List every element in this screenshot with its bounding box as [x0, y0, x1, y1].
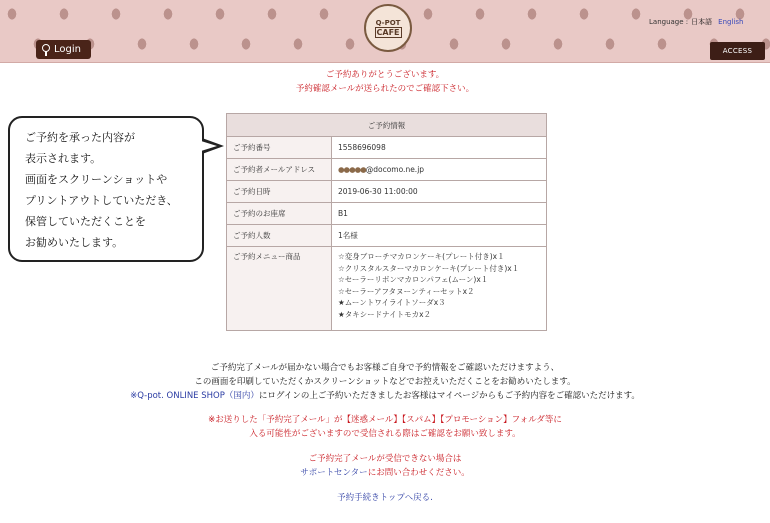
table-row — [227, 225, 547, 247]
email-label: ご予約者メールアドレス — [227, 159, 332, 181]
list-item: ★ムーントワイライトソーダx３ — [338, 298, 446, 307]
table-row — [227, 137, 547, 159]
masked-email-dots: ●●●●● — [338, 165, 366, 174]
online-shop-note-text: にログインの上ご予約いただきましたお客様はマイページからもご予約内容をご確認いただけます。 — [258, 391, 640, 401]
confirmation-mail-message: 予約確認メールが送られたのでご確認下さい。 — [295, 84, 475, 94]
reservation-table-title: ご予約情報 — [227, 114, 547, 137]
online-shop-note — [0, 389, 770, 401]
bubble-line: 保管していただくことを — [25, 215, 146, 228]
email-domain: @docomo.ne.jp — [365, 165, 425, 174]
table-row — [227, 247, 547, 331]
logo-text-bottom: CAFE — [376, 27, 400, 37]
instruction-speech-bubble — [8, 116, 204, 262]
login-label: Login — [54, 44, 81, 55]
seat-value: B1 — [332, 203, 547, 225]
back-to-top-link[interactable]: 予約手続きトップへ戻る. — [337, 493, 433, 503]
bubble-line: 画面をスクリーンショットや — [25, 173, 168, 186]
spam-warning-1: ※お送りした「予約完了メール」が【迷惑メール】【スパム】【プロモーション】フォルダ等に — [208, 415, 562, 425]
bubble-tail-inner — [201, 141, 217, 151]
reservation-number-label: ご予約番号 — [227, 137, 332, 159]
thanks-message: ご予約ありがとうございます。 — [325, 70, 445, 80]
spam-warning-2: 入る可能性がございますので受信される際はご確認をお願い致します。 — [249, 429, 521, 439]
logo-text-top: Q-POT — [375, 18, 401, 27]
login-button[interactable] — [36, 40, 91, 59]
menu-items-list — [332, 247, 547, 331]
access-button[interactable]: ACCESS — [710, 42, 765, 60]
party-size-label: ご予約人数 — [227, 225, 332, 247]
seat-label: ご予約のお座席 — [227, 203, 332, 225]
table-row — [227, 159, 547, 181]
list-item: ☆クリスタルスターマカロンケーキ(プレート付き)x１ — [338, 263, 520, 273]
list-item: ★タキシードナイトモカx２ — [338, 309, 432, 319]
support-note-text: にお問い合わせください。 — [367, 468, 470, 478]
language-option-en[interactable]: English — [718, 18, 744, 26]
header-banner — [0, 0, 770, 63]
bubble-line: 表示されます。 — [25, 152, 102, 165]
list-item: ☆セーラーアフタヌーンティーセットx２ — [338, 286, 475, 296]
language-label: Language : — [649, 18, 689, 26]
menu-items-label: ご予約メニュー商品 — [227, 247, 332, 331]
reservation-info-table — [226, 113, 547, 331]
language-option-ja[interactable]: 日本語 — [691, 18, 713, 26]
list-item: ☆変身ブローチマカロンケーキ(プレート付き)x１ — [338, 252, 505, 261]
cafe-logo[interactable] — [364, 4, 412, 52]
language-switcher — [649, 17, 743, 27]
online-shop-link[interactable]: ※Q-pot. ONLINE SHOP（国内） — [130, 391, 259, 401]
datetime-label: ご予約日時 — [227, 181, 332, 203]
support-note-2 — [0, 466, 770, 478]
key-icon — [42, 44, 50, 55]
email-value-cell — [332, 159, 547, 181]
back-to-top-row — [0, 491, 770, 503]
datetime-value: 2019-06-30 11:00:00 — [332, 181, 547, 203]
support-note-1: ご予約完了メールが受信できない場合は — [308, 454, 462, 464]
reservation-number-value: 1558696098 — [332, 137, 547, 159]
save-info-note-2: この画面を印刷していただくかスクリーンショットなどでお控えいただくことをお勧めいたします。 — [194, 377, 576, 387]
bubble-line: お勧めいたします。 — [25, 236, 124, 249]
support-center-link[interactable]: サポートセンター — [300, 468, 368, 478]
party-size-value: 1名様 — [332, 225, 547, 247]
table-row — [227, 181, 547, 203]
bubble-line: ご予約を承った内容が — [25, 131, 135, 144]
save-info-note-1: ご予約完了メールが届かない場合でもお客様ご自身で予約情報をご確認いただけますよう、 — [210, 363, 560, 373]
table-row — [227, 203, 547, 225]
bubble-line: プリントアウトしていただき、 — [25, 194, 178, 207]
list-item: ☆セーラーリボンマカロンパフェ(ムーン)x１ — [338, 275, 489, 284]
